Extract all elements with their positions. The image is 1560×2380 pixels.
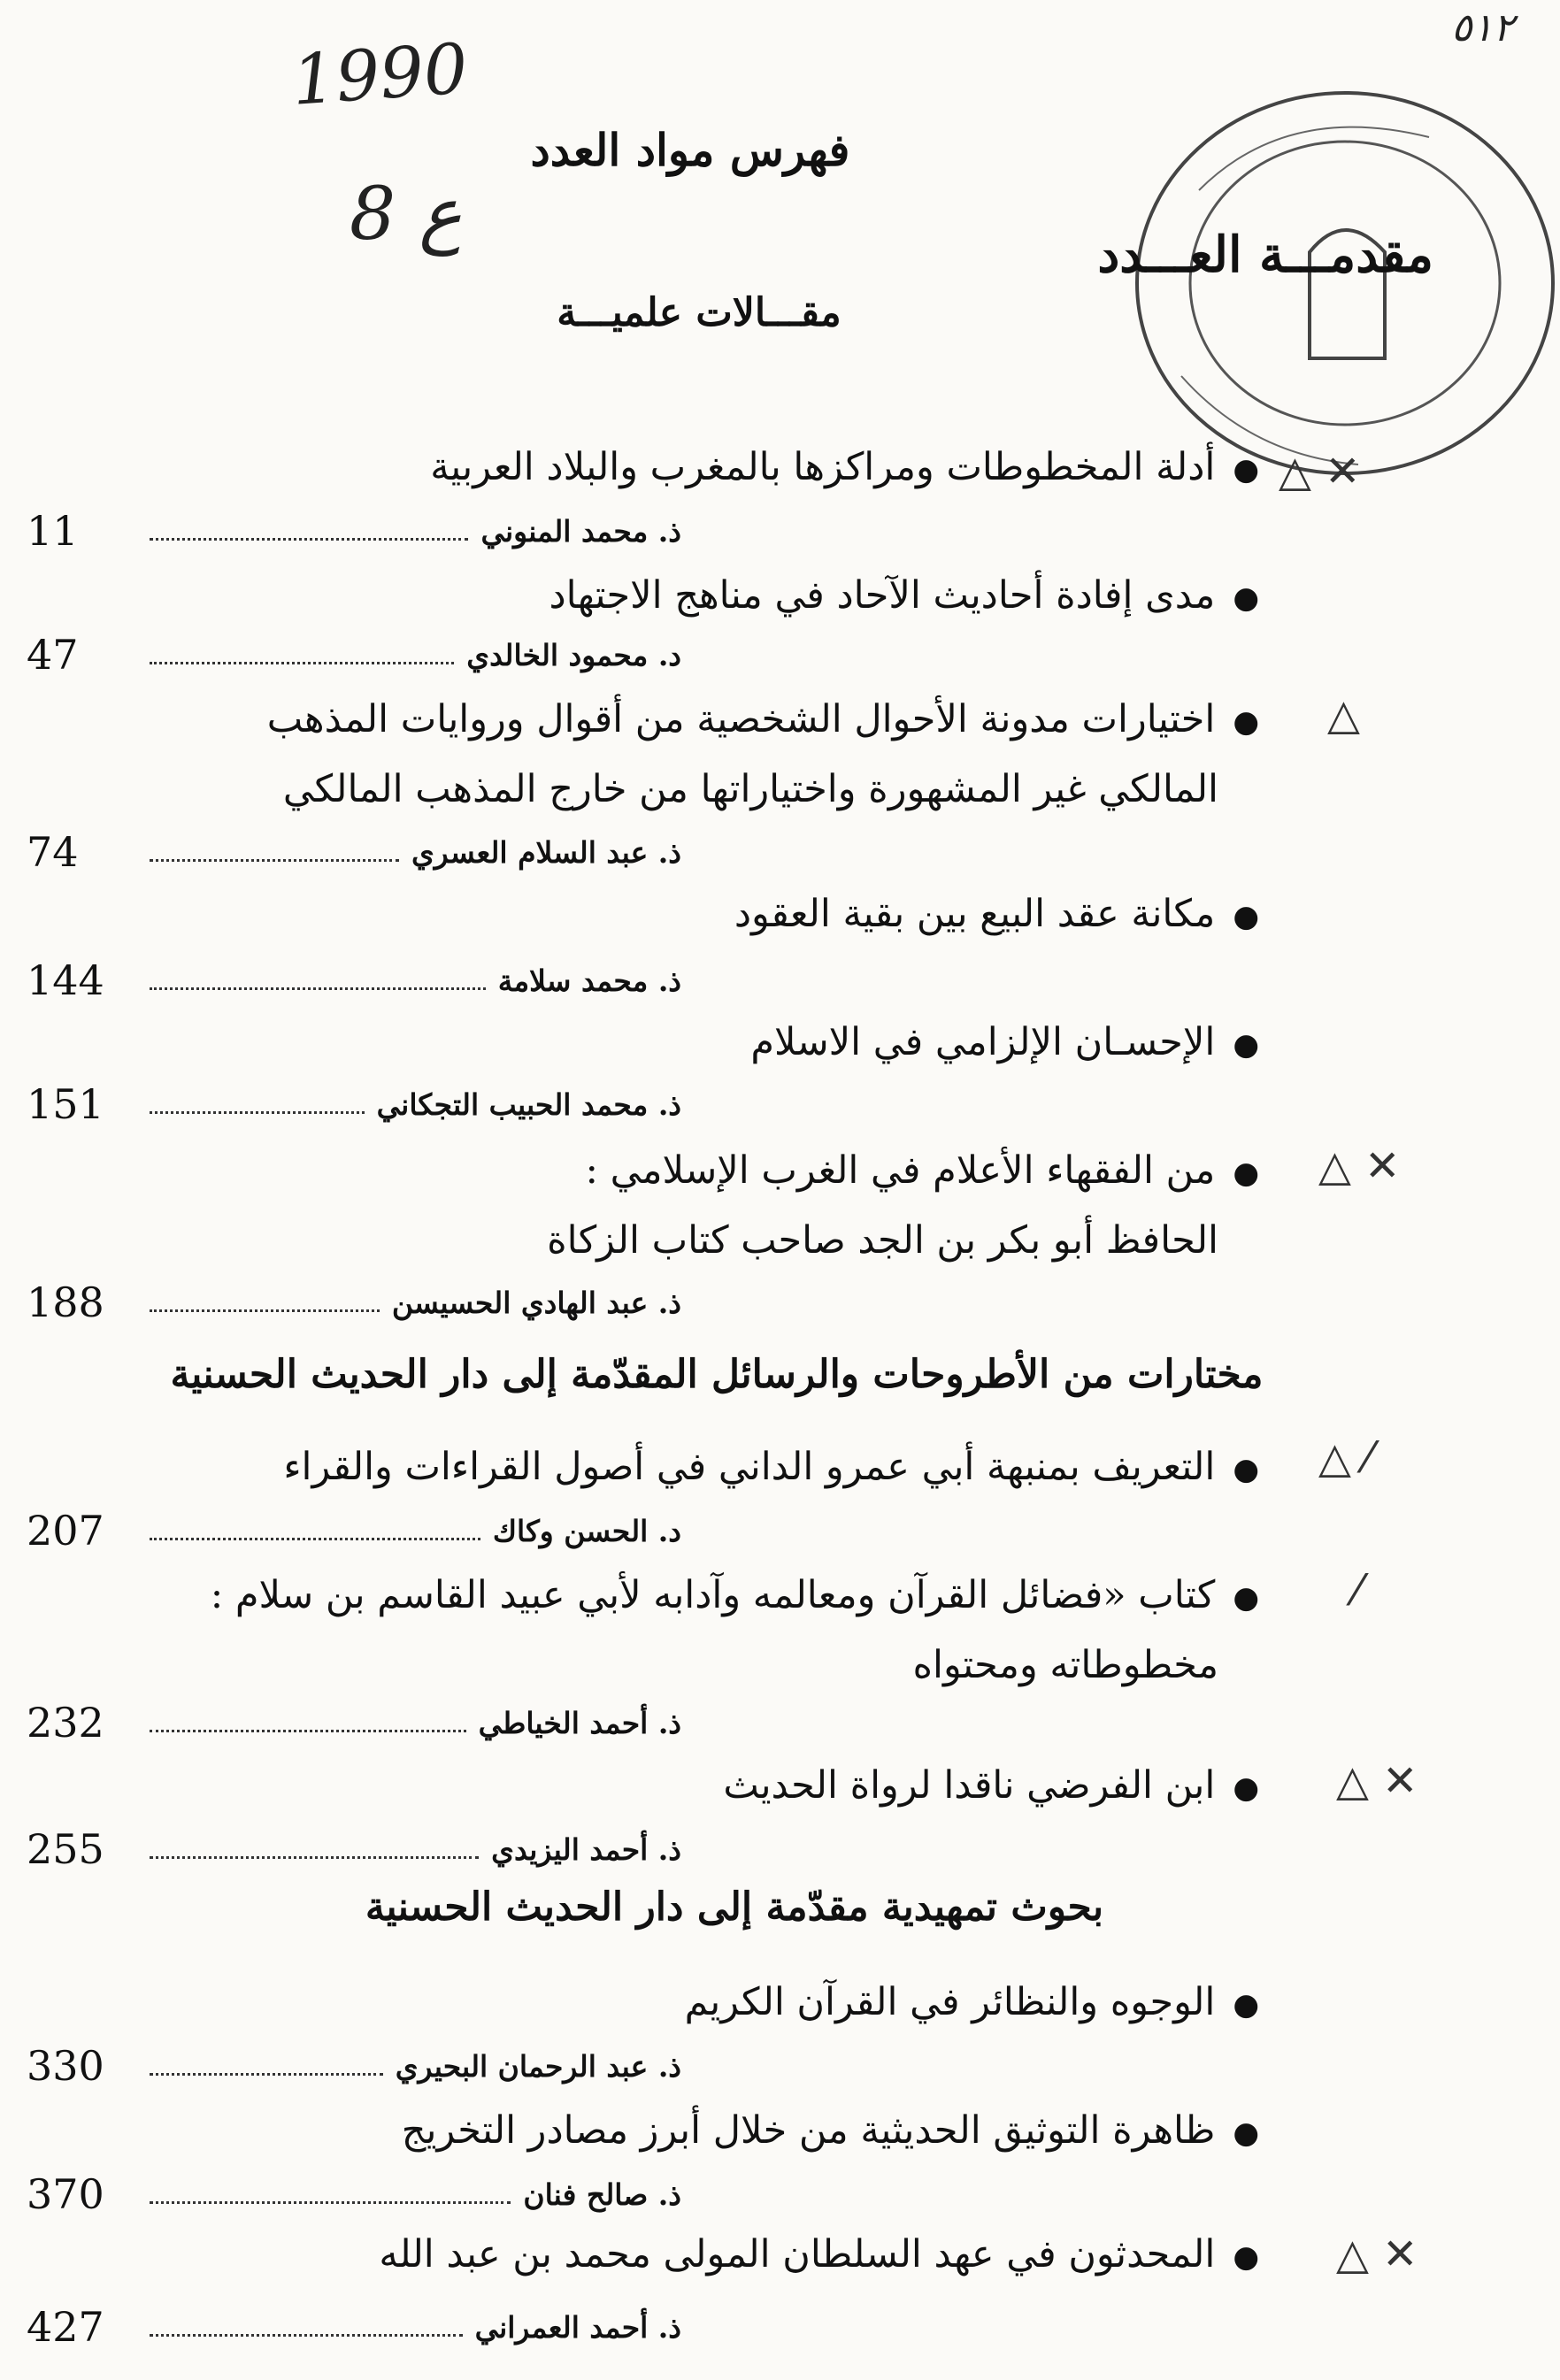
entry-title	[267, 686, 1259, 823]
author-name: ذ. عبد السلام العسري	[411, 834, 681, 870]
bullet-icon: ●	[1233, 1987, 1259, 2023]
author-name: ذ. أحمد الخياطي	[478, 1705, 681, 1740]
page-number: 370	[27, 2170, 104, 2218]
bullet-icon: ●	[1233, 1155, 1259, 1191]
dot-leader	[150, 859, 399, 862]
margin-mark: △	[1327, 690, 1360, 740]
author-name: ذ. محمد الحبيب التجكاني	[376, 1086, 681, 1122]
page-number: 207	[27, 1507, 104, 1555]
entry-title	[734, 880, 1259, 950]
entry-title-line: الإحسـان الإلزامي في الاسلام	[750, 1020, 1216, 1064]
entry-title	[211, 1562, 1259, 1699]
toc-row	[27, 821, 681, 883]
entry-title	[750, 1009, 1259, 1079]
section-heading-articles: مقـــالات علميـــة	[557, 290, 841, 335]
margin-mark: △ ✕	[1279, 447, 1361, 496]
section-heading-theses: مختارات من الأطروحات والرسائل المقدّمة إلى دار الحديث الحسنية	[170, 1352, 1264, 1397]
margin-mark: △ ⁄	[1318, 1433, 1372, 1483]
entry-title-line: التعريف بمنبهة أبي عمرو الداني في أصول القراءات والقراء	[283, 1445, 1216, 1489]
entry-title-line: المالكي غير المشهورة واختياراتها من خارج المذهب المالكي	[282, 767, 1218, 811]
margin-mark: △ ✕	[1318, 1141, 1401, 1191]
bullet-icon: ●	[1233, 580, 1259, 616]
entry-title	[723, 1752, 1259, 1822]
toc-row	[27, 500, 681, 562]
author-name: د. الحسن وكاك	[492, 1513, 681, 1548]
toc-row	[27, 2035, 681, 2097]
entry-title-line: الوجوه والنظائر في القرآن الكريم	[684, 1980, 1216, 2024]
bullet-icon: ●	[1233, 1452, 1259, 1487]
author-name: ذ. محمد المنوني	[480, 513, 681, 549]
toc-row	[27, 2296, 681, 2358]
entry-title-line: أدلة المخطوطات ومراكزها بالمغرب والبلاد العربية	[430, 445, 1216, 489]
margin-mark: △ ✕	[1336, 1756, 1418, 1806]
entry-title	[283, 1433, 1259, 1503]
entry-title-line: ظاهرة التوثيق الحديثية من خلال أبرز مصادر التخريج	[401, 2108, 1216, 2153]
page-number: 11	[27, 507, 79, 555]
dot-leader	[150, 1111, 365, 1114]
entry-title-line: من الفقهاء الأعلام في الغرب الإسلامي :	[585, 1148, 1216, 1193]
section-heading-preliminary-research: بحوث تمهيدية مقدّمة إلى دار الحديث الحسنية	[365, 1885, 1104, 1930]
toc-row	[27, 1073, 681, 1135]
author-name: ذ. أحمد العمراني	[474, 2309, 681, 2345]
bullet-icon: ●	[1233, 1770, 1259, 1806]
intro-heading: مقدمـــة العـــدد	[1097, 226, 1433, 284]
author-name: د. محمود الخالدي	[466, 637, 681, 672]
author-name: ذ. عبد الرحمان البحيري	[395, 2048, 681, 2084]
page-number: 188	[27, 1278, 104, 1326]
entry-title-line: مكانة عقد البيع بين بقية العقود	[734, 892, 1216, 936]
page-number: 74	[27, 828, 79, 876]
bullet-icon: ●	[1233, 704, 1259, 740]
entry-title	[379, 2221, 1259, 2291]
entry-title-line: كتاب «فضائل القرآن ومعالمه وآدابه لأبي عبيد القاسم بن سلام :	[210, 1573, 1216, 1617]
author-name: ذ. محمد سلامة	[497, 963, 681, 998]
margin-mark: ⁄	[1354, 1566, 1362, 1616]
author-name: ذ. عبد الهادي الحسيسن	[391, 1285, 681, 1320]
toc-row	[27, 1271, 681, 1333]
page-number: 144	[27, 956, 104, 1004]
toc-row	[27, 1500, 681, 1562]
toc-row	[27, 949, 681, 1011]
entry-title	[402, 2097, 1259, 2167]
author-name: ذ. أحمد اليزيدي	[491, 1831, 681, 1867]
toc-row	[27, 2163, 681, 2225]
toc-row	[27, 1818, 681, 1880]
handwritten-note: 8 ع	[350, 173, 463, 257]
page-title: فهرس مواد العدد	[530, 124, 850, 176]
entry-title	[547, 1137, 1259, 1274]
toc-row	[27, 624, 681, 686]
bullet-icon: ●	[1233, 2115, 1259, 2151]
margin-mark: △ ✕	[1336, 2230, 1418, 2279]
handwritten-number: 1990	[289, 29, 471, 121]
entry-title	[430, 434, 1259, 503]
entry-title-line: مخطوطاته ومحتواه	[912, 1643, 1218, 1687]
dot-leader	[150, 1309, 380, 1312]
dot-leader	[150, 1538, 480, 1540]
entry-title	[549, 562, 1259, 632]
dot-leader	[150, 2073, 383, 2076]
bullet-icon: ●	[1233, 452, 1259, 488]
page-number: 151	[27, 1080, 104, 1128]
dot-leader	[150, 662, 454, 664]
bullet-icon: ●	[1233, 1580, 1259, 1616]
bullet-icon: ●	[1233, 899, 1259, 934]
author-name: ذ. صالح فنان	[523, 2177, 681, 2212]
dot-leader	[150, 987, 486, 990]
page-number: 330	[27, 2042, 104, 2090]
entry-title-line: المحدثون في عهد السلطان المولى محمد بن عبد الله	[379, 2232, 1216, 2276]
entry-title-line: اختيارات مدونة الأحوال الشخصية من أقوال وروايات المذهب	[266, 697, 1216, 741]
page-number: 427	[27, 2303, 104, 2351]
dot-leader	[150, 538, 468, 541]
dot-leader	[150, 1730, 466, 1732]
page-number: 232	[27, 1699, 104, 1747]
entry-title	[685, 1969, 1259, 2038]
page-number: 47	[27, 631, 79, 679]
page-number: 255	[27, 1825, 104, 1873]
toc-row	[27, 1692, 681, 1754]
bullet-icon: ●	[1233, 2239, 1259, 2275]
entry-title-line: مدى إفادة أحاديث الآحاد في مناهج الاجتهاد	[549, 573, 1216, 618]
dot-leader	[150, 2201, 511, 2204]
bullet-icon: ●	[1233, 1027, 1259, 1063]
dot-leader	[150, 1856, 479, 1859]
handwritten-corner-number: ٥١٢	[1451, 5, 1514, 50]
entry-title-line: ابن الفرضي ناقدا لرواة الحديث	[723, 1763, 1216, 1808]
dot-leader	[150, 2334, 463, 2337]
entry-title-line: الحافظ أبو بكر بن الجد صاحب كتاب الزكاة	[547, 1218, 1218, 1263]
